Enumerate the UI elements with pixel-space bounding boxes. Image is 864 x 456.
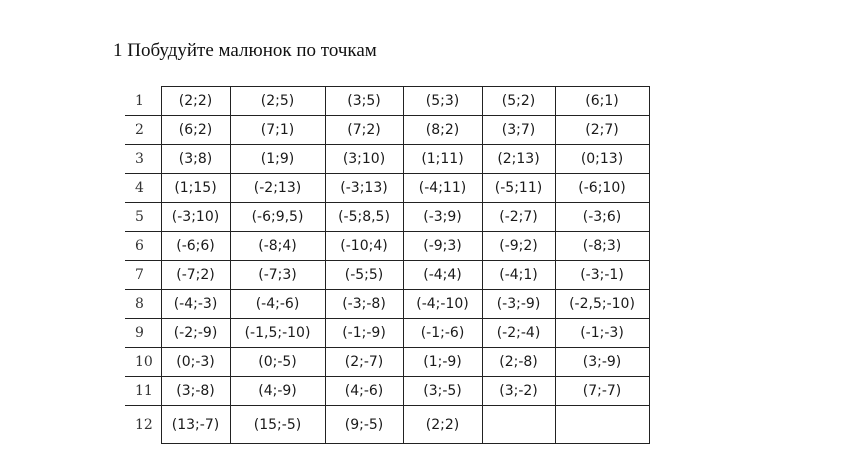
coordinates-table-body: [125, 87, 649, 444]
table-row: [125, 290, 649, 319]
point-cell: (2;-7): [325, 348, 403, 377]
table-row: [125, 348, 649, 377]
row-number: 5: [125, 203, 161, 232]
point-cell: (1;-9): [403, 348, 482, 377]
point-cell: (-3;9): [403, 203, 482, 232]
point-cell: (13;-7): [161, 406, 230, 444]
point-cell: (3;10): [325, 145, 403, 174]
point-cell: (-3;-1): [555, 261, 649, 290]
point-cell: (4;-9): [230, 377, 325, 406]
table-row: [125, 174, 649, 203]
row-number: 12: [125, 406, 161, 444]
point-cell: (-3;10): [161, 203, 230, 232]
point-cell: (-1,5;-10): [230, 319, 325, 348]
point-cell: (7;1): [230, 116, 325, 145]
point-cell: (-8;3): [555, 232, 649, 261]
point-cell: (2;-8): [482, 348, 555, 377]
point-cell: (7;2): [325, 116, 403, 145]
point-cell: (-3;-9): [482, 290, 555, 319]
point-cell: [482, 406, 555, 444]
table-row: [125, 406, 649, 444]
table-row: [125, 116, 649, 145]
point-cell: (-3;-8): [325, 290, 403, 319]
point-cell: (-3;13): [325, 174, 403, 203]
point-cell: (-4;1): [482, 261, 555, 290]
point-cell: (-5;8,5): [325, 203, 403, 232]
point-cell: (3;5): [325, 87, 403, 116]
point-cell: (-2;7): [482, 203, 555, 232]
point-cell: (0;-5): [230, 348, 325, 377]
table-row: [125, 145, 649, 174]
point-cell: (-8;4): [230, 232, 325, 261]
point-cell: (-4;-3): [161, 290, 230, 319]
point-cell: (0;13): [555, 145, 649, 174]
point-cell: (6;1): [555, 87, 649, 116]
point-cell: (-7;2): [161, 261, 230, 290]
point-cell: (5;3): [403, 87, 482, 116]
point-cell: (2;7): [555, 116, 649, 145]
point-cell: (2;2): [161, 87, 230, 116]
point-cell: (0;-3): [161, 348, 230, 377]
point-cell: (-10;4): [325, 232, 403, 261]
point-cell: (3;-9): [555, 348, 649, 377]
point-cell: (4;-6): [325, 377, 403, 406]
point-cell: (8;2): [403, 116, 482, 145]
row-number: 6: [125, 232, 161, 261]
point-cell: (-4;-10): [403, 290, 482, 319]
point-cell: (-5;5): [325, 261, 403, 290]
point-cell: (3;8): [161, 145, 230, 174]
table-row: [125, 377, 649, 406]
point-cell: (-7;3): [230, 261, 325, 290]
page-title: 1 Побудуйте малюнок по точкам: [113, 40, 377, 61]
row-number: 2: [125, 116, 161, 145]
table-row: [125, 232, 649, 261]
point-cell: (5;2): [482, 87, 555, 116]
point-cell: (-6;10): [555, 174, 649, 203]
row-number: 8: [125, 290, 161, 319]
point-cell: (-9;3): [403, 232, 482, 261]
point-cell: (1;11): [403, 145, 482, 174]
point-cell: (-4;-6): [230, 290, 325, 319]
row-number: 4: [125, 174, 161, 203]
point-cell: (9;-5): [325, 406, 403, 444]
point-cell: (3;7): [482, 116, 555, 145]
coordinates-table: [125, 86, 650, 444]
point-cell: (3;-8): [161, 377, 230, 406]
row-number: 10: [125, 348, 161, 377]
point-cell: (2;5): [230, 87, 325, 116]
point-cell: (-9;2): [482, 232, 555, 261]
point-cell: (-6;6): [161, 232, 230, 261]
point-cell: (-2;13): [230, 174, 325, 203]
point-cell: (-1;-9): [325, 319, 403, 348]
point-cell: (7;-7): [555, 377, 649, 406]
point-cell: (6;2): [161, 116, 230, 145]
row-number: 9: [125, 319, 161, 348]
point-cell: (3;-5): [403, 377, 482, 406]
point-cell: [555, 406, 649, 444]
point-cell: (-1;-3): [555, 319, 649, 348]
point-cell: (1;9): [230, 145, 325, 174]
point-cell: (2;13): [482, 145, 555, 174]
point-cell: (-4;11): [403, 174, 482, 203]
table-row: [125, 87, 649, 116]
row-number: 7: [125, 261, 161, 290]
point-cell: (1;15): [161, 174, 230, 203]
point-cell: (-2;-4): [482, 319, 555, 348]
point-cell: (-2,5;-10): [555, 290, 649, 319]
table-row: [125, 203, 649, 232]
row-number: 1: [125, 87, 161, 116]
point-cell: (-5;11): [482, 174, 555, 203]
point-cell: (2;2): [403, 406, 482, 444]
point-cell: (-3;6): [555, 203, 649, 232]
table-row: [125, 319, 649, 348]
point-cell: (-1;-6): [403, 319, 482, 348]
point-cell: (-4;4): [403, 261, 482, 290]
row-number: 11: [125, 377, 161, 406]
point-cell: (-6;9,5): [230, 203, 325, 232]
point-cell: (-2;-9): [161, 319, 230, 348]
point-cell: (3;-2): [482, 377, 555, 406]
row-number: 3: [125, 145, 161, 174]
table-row: [125, 261, 649, 290]
point-cell: (15;-5): [230, 406, 325, 444]
